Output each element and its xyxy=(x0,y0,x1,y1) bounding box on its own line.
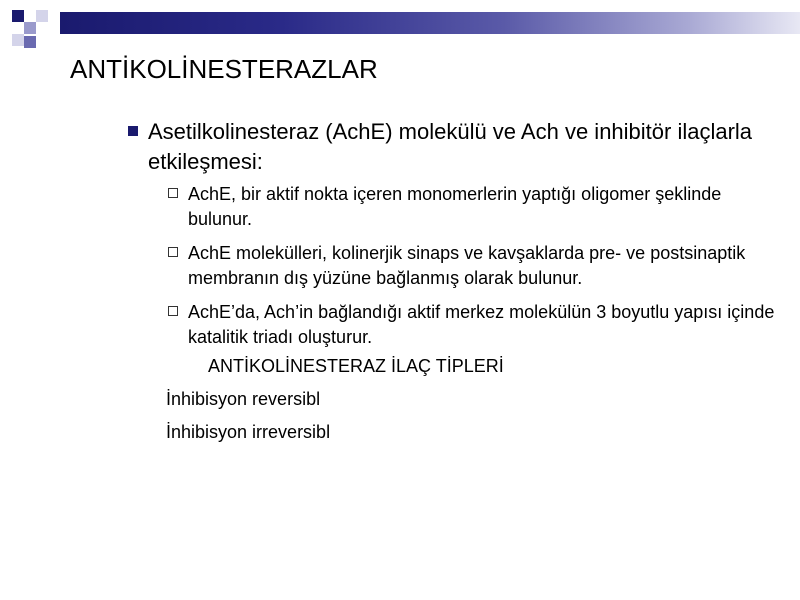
hollow-square-bullet-icon xyxy=(168,188,178,198)
slide-title: ANTİKOLİNESTERAZLAR xyxy=(70,54,378,84)
sub-bullet-text: AchE, bir aktif nokta içeren monomerlerin yaptığı oligomer şeklinde bulunur. xyxy=(188,184,722,229)
hollow-square-bullet-icon xyxy=(168,247,178,257)
deco-square xyxy=(36,10,48,22)
sub-bullet-list xyxy=(166,182,776,350)
deco-square xyxy=(24,22,36,34)
deco-square xyxy=(24,36,36,48)
sub-bullet xyxy=(166,300,776,350)
main-bullet-text: Asetilkolinesteraz (AchE) molekülü ve Ach ve inhibitör ilaçlarla etkileşmesi: xyxy=(148,119,753,174)
header-gradient-band xyxy=(60,12,800,34)
slide-content xyxy=(126,117,776,453)
type-item: İnhibisyon irreversibl xyxy=(166,422,331,442)
sub-bullet xyxy=(166,182,776,232)
type-item: İnhibisyon reversibl xyxy=(166,389,321,409)
sub-bullet-text: AchE’da, Ach’in bağlandığı aktif merkez molekülün 3 boyutlu yapısı içinde katalitik triadı oluşturur. xyxy=(188,302,775,347)
deco-square xyxy=(12,34,24,46)
square-bullet-icon xyxy=(128,126,138,136)
subheading: ANTİKOLİNESTERAZ İLAÇ TİPLERİ xyxy=(208,356,504,376)
sub-bullet-text: AchE molekülleri, kolinerjik sinaps ve kavşaklarda pre- ve postsinaptik membranın dış yüzüne bağlanmış olarak bulunur. xyxy=(188,243,746,288)
hollow-square-bullet-icon xyxy=(168,306,178,316)
header-decoration xyxy=(0,0,800,60)
sub-bullet xyxy=(166,241,776,291)
deco-square xyxy=(12,10,24,22)
main-bullet xyxy=(126,117,776,177)
